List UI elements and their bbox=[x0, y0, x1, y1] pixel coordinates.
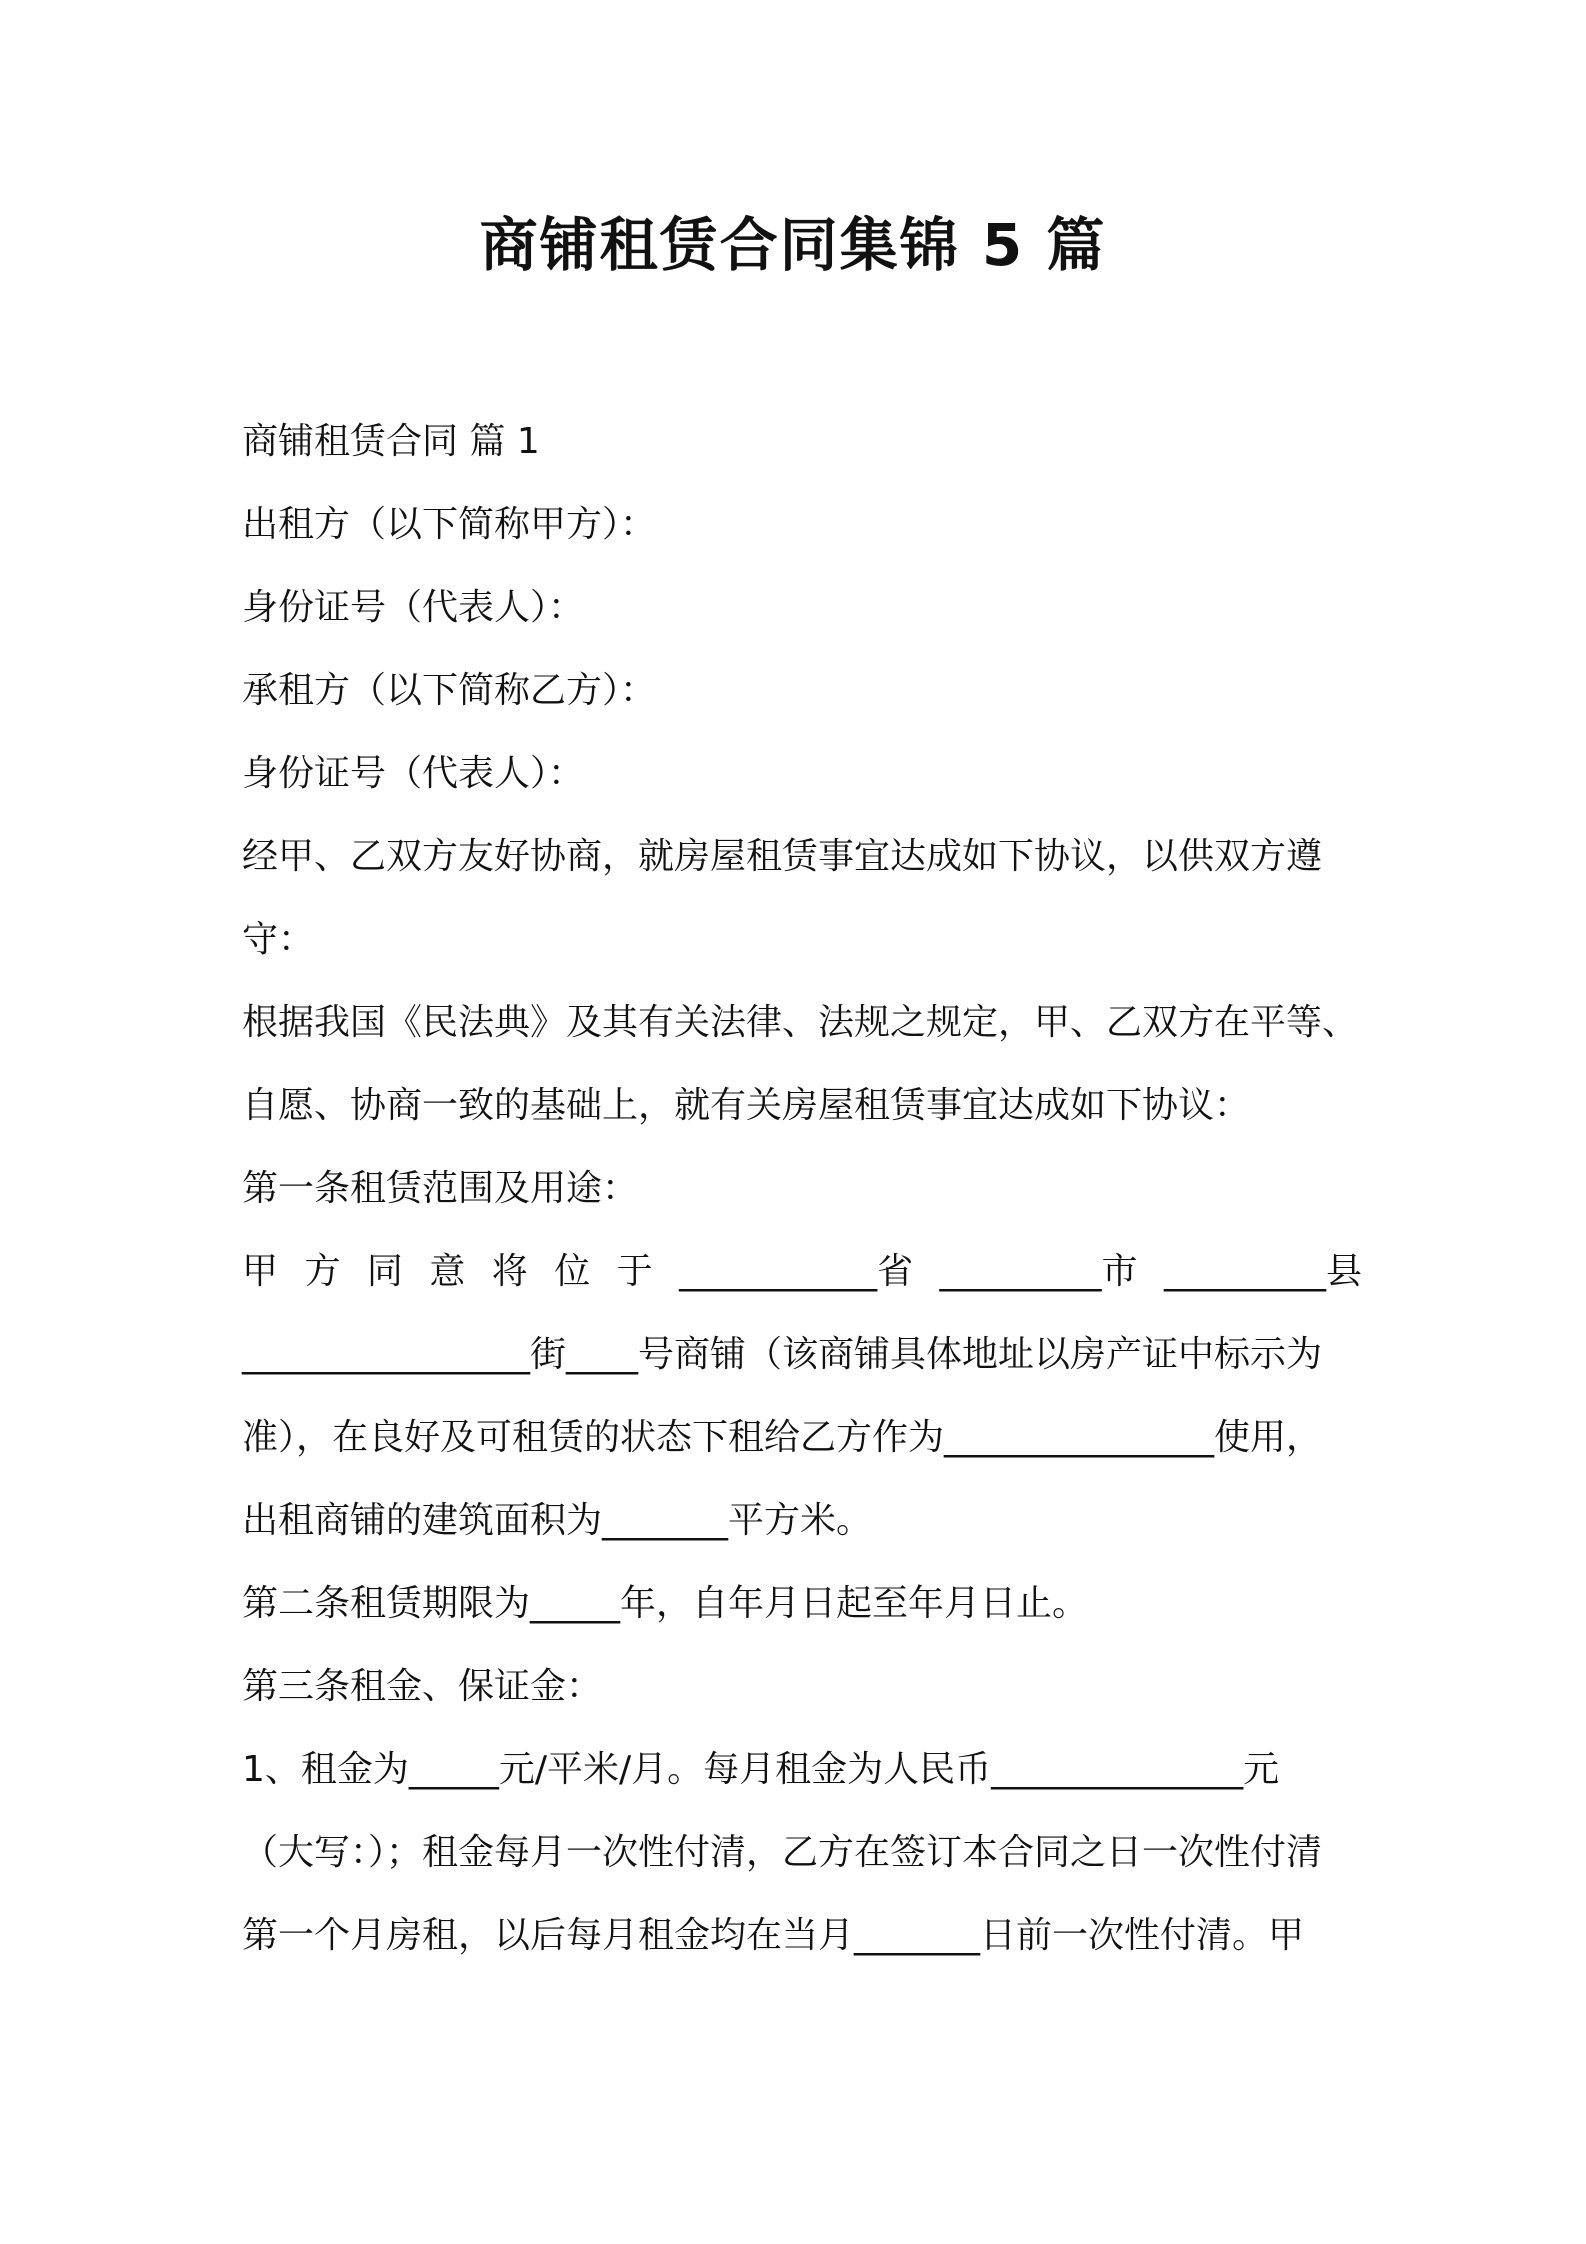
paragraph-line: ________________街____号商铺（该商铺具体地址以房产证中标示为 bbox=[242, 1334, 1323, 1375]
spaced-text: 方 bbox=[304, 1251, 341, 1292]
spaced-text: 甲 bbox=[242, 1251, 279, 1292]
section-heading: 商铺租赁合同 篇 1 bbox=[242, 421, 540, 462]
paragraph-line: 身份证号（代表人）： bbox=[242, 753, 585, 794]
paragraph-line: （大写：）；租金每月一次性付清，乙方在签订本合同之日一次性付清 bbox=[242, 1832, 1323, 1873]
paragraph-line: 承租方（以下简称乙方）： bbox=[242, 670, 657, 711]
spaced-text: ___________省 bbox=[679, 1251, 914, 1292]
clause-heading: 第一条租赁范围及用途： bbox=[242, 1168, 639, 1209]
paragraph-line: 自愿、协商一致的基础上，就有关房屋租赁事宜达成如下协议： bbox=[242, 1085, 1251, 1126]
paragraph-line: 出租商铺的建筑面积为_______平方米。 bbox=[242, 1500, 873, 1541]
paragraph-line-spaced bbox=[242, 1230, 1362, 1313]
spaced-text: 位 bbox=[554, 1251, 591, 1292]
spaced-text: 将 bbox=[491, 1251, 528, 1292]
spaced-text: 于 bbox=[616, 1251, 653, 1292]
document-title: 商铺租赁合同集锦 5 篇 bbox=[479, 211, 1107, 279]
clause-heading: 第二条租赁期限为_____年，自年月日起至年月日止。 bbox=[242, 1583, 1089, 1624]
paragraph-line: 经甲、乙双方友好协商，就房屋租赁事宜达成如下协议，以供双方遵 bbox=[242, 836, 1323, 877]
paragraph-line: 身份证号（代表人）： bbox=[242, 587, 585, 628]
spaced-text: _________市 bbox=[939, 1251, 1138, 1292]
clause-heading: 第三条租金、保证金： bbox=[242, 1666, 603, 1707]
paragraph-line: 1、租金为_____元/平米/月。每月租金为人民币______________元 bbox=[242, 1749, 1280, 1790]
spaced-text: _________县 bbox=[1163, 1251, 1362, 1292]
paragraph-line: 守： bbox=[242, 919, 315, 960]
spaced-text: 同 bbox=[366, 1251, 403, 1292]
document-body bbox=[242, 400, 1362, 1977]
paragraph-line: 准），在良好及可租赁的状态下租给乙方作为_______________使用， bbox=[242, 1417, 1323, 1458]
paragraph-line: 根据我国《民法典》及其有关法律、法规之规定，甲、乙双方在平等、 bbox=[242, 1002, 1359, 1043]
spaced-text: 意 bbox=[429, 1251, 466, 1292]
paragraph-line: 第一个月房租，以后每月租金均在当月_______日前一次性付清。甲 bbox=[242, 1915, 1305, 1956]
paragraph-line: 出租方（以下简称甲方）： bbox=[242, 504, 657, 545]
